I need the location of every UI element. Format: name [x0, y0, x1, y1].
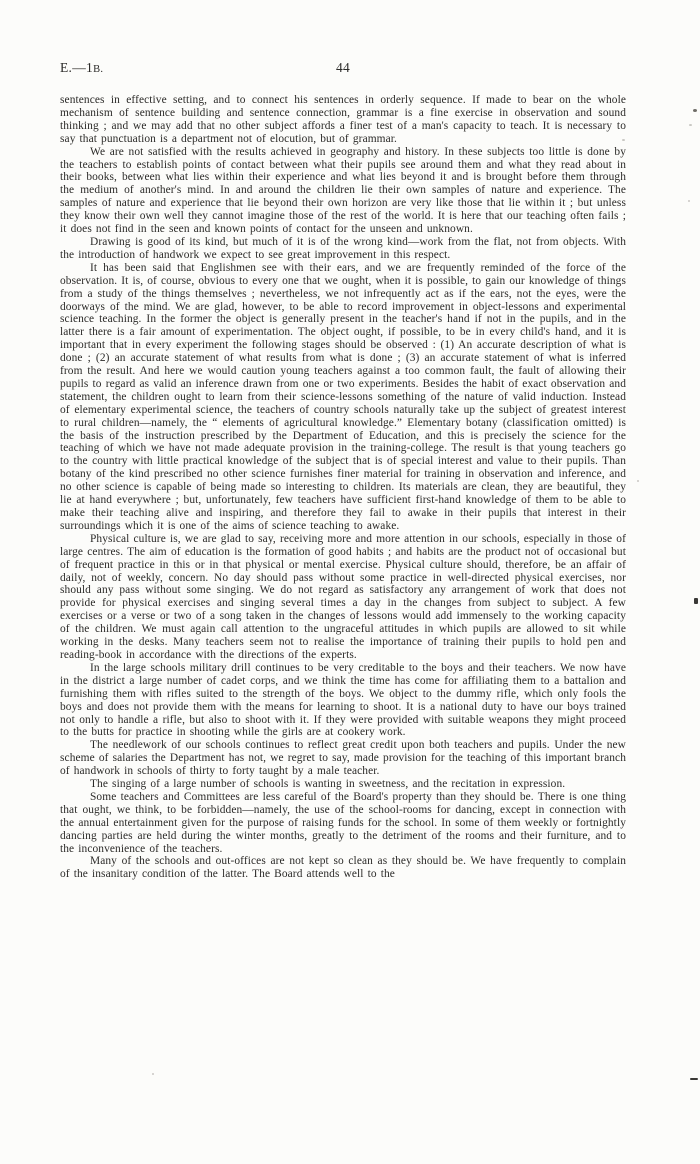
paragraph: The singing of a large number of schools is wanting in sweetness, and the recitation in expression. [90, 778, 566, 791]
text-column [60, 60, 626, 881]
scan-speck [689, 124, 692, 126]
paragraph: Physical culture is, we are glad to say, receiving more and more attention in our schools, especially in those of large centres. The aim of education is the formation of good habits ; and habits are the product not of occasional but of frequent practice in this or in that physical or mental exercise. Physical culture should, therefore, be an affair of daily, not of weekly, concern. No day should pass without some practice in well-directed physical exercises, nor should any pass without some singing. We do not regard as satisfactory any arrangement of work that does not provide for physical exercises and singing several times a day in the changes from subject to subject. A few exercises or a verse or two of a song taken in the changes of lessons would add immensely to the working capacity of the children. We must again call attention to the ungraceful attitudes in which pupils are allowed to sit while working in the desks. Many teachers seem not to realise the importance of training their pupils to hold pen and reading-book in accordance with the directions of the experts. [60, 532, 626, 661]
paragraph: Drawing is good of its kind, but much of it is of the wrong kind—work from the flat, not from objects. With the introduction of handwork we expect to see great improvement in this respect. [60, 235, 626, 261]
page-number: 44 [335, 60, 351, 75]
scan-speck [688, 200, 690, 202]
scan-speck [694, 598, 698, 604]
document-reference-smallcap: B. [93, 64, 104, 75]
scan-speck [152, 1073, 154, 1075]
document-reference-main: E.—1 [60, 60, 94, 75]
scan-speck [637, 480, 639, 482]
page-header [60, 60, 626, 78]
paragraph: The needlework of our schools continues to reflect great credit upon both teachers and pupils. Under the new scheme of salaries the Department has not, we regret to say, made provision for the teaching of this important branch of handwork in schools of thirty to forty taught by a male teacher. [60, 739, 626, 778]
paragraph: It has been said that Englishmen see with their ears, and we are frequently reminded of the force of the observation. It is, of course, obvious to every one that we ought, when it is possible, to gain our knowledge of things from a study of the things themselves ; nevertheless, we not infrequently act as if the ears, not the eyes, were the doorways of the mind. We are glad, however, to be able to record improvement in object-lessons and experimental science teaching. In the former the object is generally present in the teacher's hand if not in the pupils, and in the latter there is a fair amount of experimentation. The object ought, if possible, to be in every child's hand, and it is important that in every experiment the following stages should be observed : (1) An accurate description of what is done ; (2) an accurate statement of what results from what is done ; (3) an accurate statement of what is inferred from the result. And here we would caution young teachers against a too common fault, the fault of allowing their pupils to regard as valid an inference drawn from one or two experiments. Besides the habit of exact observation and statement, the children ought to learn from their science-lessons something of the nature of valid induction. Instead of elementary experimental science, the teachers of country schools naturally take up the subject of greatest interest to rural children—namely, the “ elements of agricultural knowledge.” Elementary botany (classification omitted) is the basis of the instruction prescribed by the Department of Education, and this is precisely the science for the teaching of which we have not made adequate provision in the training-college. The result is that young teachers go to the country with little practical knowledge of the subject that is of special interest and value to their pupils. Than botany of the kind prescribed no other science furnishes finer material for training in observation and inference, and no other science is capable of being made so interesting to children. Its materials are clean, they are beautiful, they lie at hand everywhere ; but, unfortunately, few teachers have sufficient first-hand knowledge of them to be able to make their teaching alive and inspiring, and therefore they fail to awake in their pupils that interest in their surroundings which it is one of the aims of science teaching to awake. [60, 261, 626, 532]
scan-speck [690, 1078, 698, 1080]
paragraph: Many of the schools and out-offices are not kept so clean as they should be. We have frequently to complain of the insanitary condition of the latter. The Board attends well to the [60, 855, 626, 881]
scan-speck [622, 139, 625, 141]
paragraph: Some teachers and Committees are less careful of the Board's property than they should be. There is one thing that ought, we think, to be forbidden—namely, the use of the school-rooms for dancing, except in connection with the annual entertainment given for the purpose of raising funds for the school. In some of them weekly or fortnightly dancing parties are held during the winter months, greatly to the detriment of the rooms and their furniture, and to the inconvenience of the teachers. [60, 790, 626, 855]
paragraph: We are not satisfied with the results achieved in geography and history. In these subjects too little is done by the teachers to establish points of contact between what their pupils see around them and what they read about in their books, between what lies within their experience and what lies beyond it and is brought before them through the medium of another's mind. In and around the children lie their own samples of nature and experience. The samples of nature and experience that lie beyond their own horizon are very like those that lie within it ; but unless they know their own well they cannot imagine those of the rest of the world. It is here that our teaching often fails ; it does not find in the seen and known points of contact for the unseen and unknown. [60, 145, 626, 236]
paragraph: In the large schools military drill continues to be very creditable to the boys and their teachers. We now have in the district a large number of cadet corps, and we think the time has come for affiliating them to a battalion and furnishing them with rifles suited to the strength of the boys. We object to the dummy rifle, which only fools the boys and does not provide them with the means for learning to shoot. It is a national duty to have our boys trained not only to handle a rifle, but also to shoot with it. If they were provided with suitable weapons they might proceed to the butts for practice in shooting while the girls are at cookery work. [60, 661, 626, 739]
report-body [60, 94, 626, 881]
scan-speck [693, 109, 697, 112]
paragraph: sentences in effective setting, and to connect his sentences in orderly sequence. If made to bear on the whole mechanism of sentence building and sentence connection, grammar is a fine exercise in observation and sound thinking ; and we may add that no other subject affords a finer test of a man's capacity to teach. It is necessary to say that punctuation is a department not of elocution, but of grammar. [60, 94, 626, 145]
